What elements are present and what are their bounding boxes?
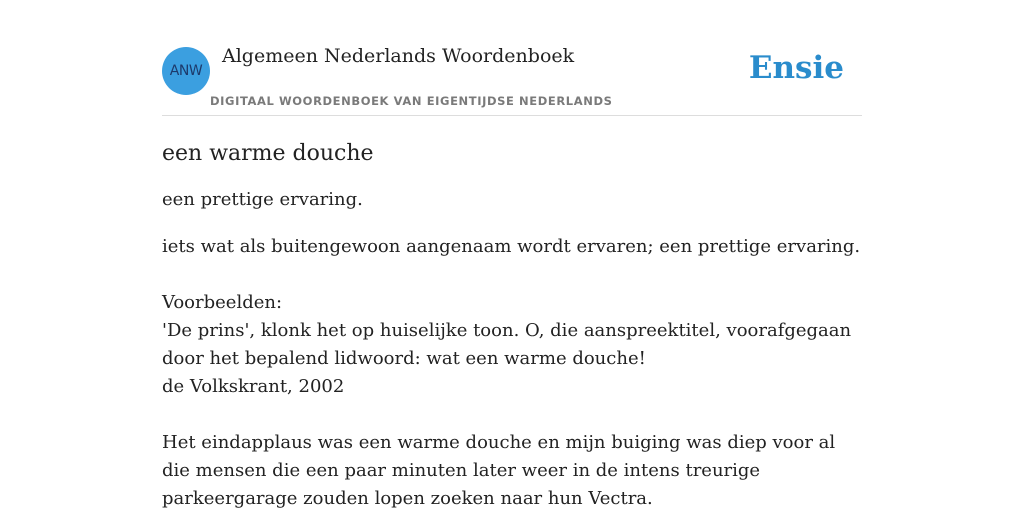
examples-heading: Voorbeelden: <box>162 292 283 313</box>
ensie-brand-logo[interactable]: Ensie <box>748 50 844 86</box>
example-quote: Het eindapplaus was een warme douche en mijn buiging was diep voor al die mensen die een paar minuten later weer in de intens treurige parkeergarage zouden lopen zoeken naar hun Vectra. <box>162 432 836 509</box>
full-definition <box>162 233 862 512</box>
entry-headword: een warme douche <box>162 141 374 166</box>
spacer <box>162 261 862 289</box>
short-definition: een prettige ervaring. <box>162 189 363 210</box>
site-header <box>162 44 862 116</box>
example-source: de Volkskrant, 2002 <box>162 376 345 397</box>
spacer <box>162 401 862 429</box>
anw-logo[interactable]: ANW <box>162 47 210 95</box>
site-subtitle: DIGITAAL WOORDENBOEK VAN EIGENTIJDSE NEDERLANDS <box>210 94 613 108</box>
entry-content <box>162 136 862 512</box>
site-title[interactable]: Algemeen Nederlands Woordenboek <box>222 45 575 67</box>
definition-text: iets wat als buitengewoon aangenaam wordt ervaren; een prettige ervaring. <box>162 236 861 257</box>
example-quote: 'De prins', klonk het op huiselijke toon. O, die aanspreektitel, voorafgegaan door het bepalend lidwoord: wat een warme douche! <box>162 320 852 369</box>
